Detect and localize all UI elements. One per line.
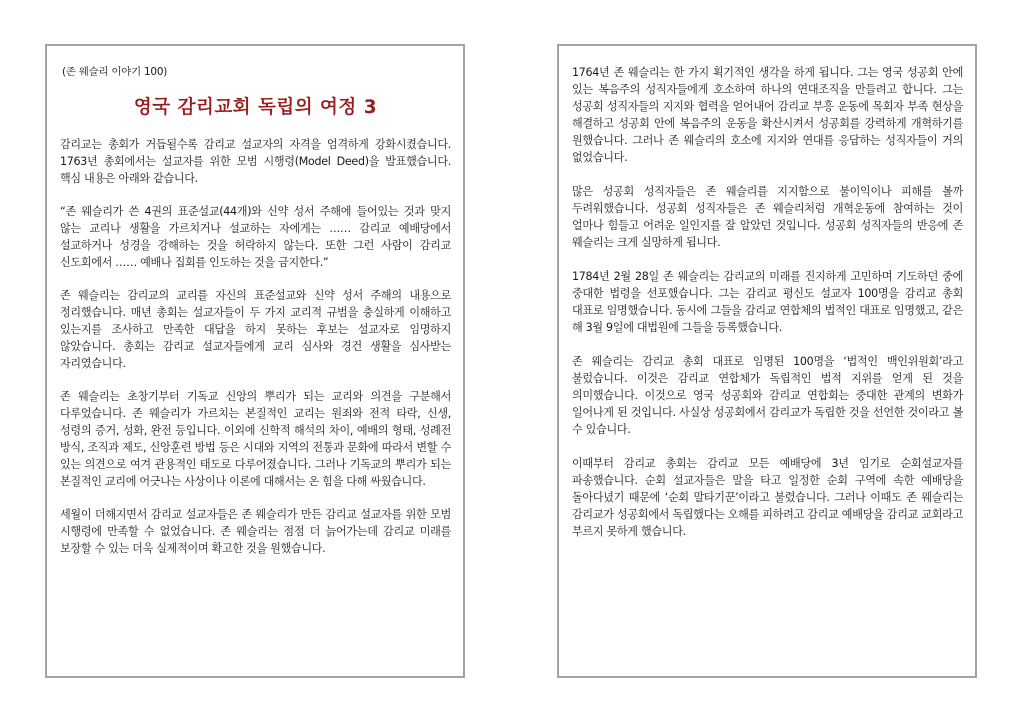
paragraph: 감리교는 총회가 거듭될수록 감리교 설교자의 자격을 엄격하게 강화시켰습니다. 1763년 총회에서는 설교자를 위한 모범 시행령(Model Deed)을 발표했습니다. 핵심 내용은 아래와 같습니다.	[60, 138, 451, 185]
paragraph: 1784년 2월 28일 존 웨슬리는 감리교의 미래를 진지하게 고민하며 기도하던 중에 중대한 법령을 선포했습니다. 그는 감리교 평신도 설교자 100명을 감리교 총회 대표로 임명했습니다. 동시에 그들을 감리교 연합체의 법적인 대표로 임명했고, 같은 해 3월 9일에 대법원에 그들을 등록했습니다.	[572, 270, 963, 334]
paragraph: 1764년 존 웨슬리는 한 가지 획기적인 생각을 하게 됩니다. 그는 영국 성공회 안에 있는 복음주의 성직자들에게 호소하여 하나의 연대조직을 만들려고 합니다. 그는 성공회 성직자들의 지지와 협력을 얻어내어 감리교 부흥 운동에 목회자 부족 현상을 해결하고 성공회 안에 복음주의 운동을 확산시켜서 성공회를 강력하게 개혁하기를 원했습니다. 그러나 존 웨슬리의 호소에 지지와 연대를 응답하는 성직자들이 거의 없었습니다.	[572, 66, 963, 164]
paragraph: 존 웨슬리는 감리교의 교리를 자신의 표준설교와 신약 성서 주해의 내용으로 정리했습니다. 매년 총회는 설교자들이 두 가지 교리적 규범을 충실하게 이해하고 있는지를 조사하고 만족한 대답을 하지 못하는 후보는 설교자로 임명하지 않았습니다. 총회는 감리교 설교자들에게 교리 심사와 경건 생활을 심사받는 자리였습니다.	[60, 289, 451, 370]
left-page	[45, 44, 465, 678]
page-title: 영국 감리교회 독립의 여정 3	[133, 97, 378, 118]
paragraph: 이때부터 감리교 총회는 감리교 모든 예배당에 3년 임기로 순회설교자를 파송했습니다. 순회 설교자들은 말을 타고 일정한 순회 구역에 속한 예배당을 돌아다녔기 때문에 ‘순회 말타기꾼’이라고 불렸습니다. 그러나 이때도 존 웨슬리는 감리교가 성공회에서 독립했다는 오해를 피하려고 감리교 예배당을 감리교 교회라고 부르지 못하게 했습니다.	[572, 457, 963, 538]
series-tag: (존 웨슬리 이야기 100)	[62, 66, 168, 78]
paragraph: 존 웨슬리는 초창기부터 기독교 신앙의 뿌리가 되는 교리와 의견을 구분해서 다루었습니다. 존 웨슬리가 가르치는 본질적인 교리는 원죄와 전적 타락, 신생, 성령의 증거, 성화, 완전 등입니다. 이외에 신학적 해석의 차이, 예배의 형태, 성례전 방식, 조직과 제도, 신앙훈련 방법 등은 시대와 지역의 전통과 문화에 따라서 변할 수 있는 의견으로 여겨 관용적인 태도로 다루어졌습니다. 그러나 기독교의 뿌리가 되는 본질적인 교리에 어긋나는 사상이나 이론에 대해서는 온 힘을 다해 싸웠습니다.	[60, 390, 451, 488]
paragraph: 많은 성공회 성직자들은 존 웨슬리를 지지함으로 불이익이나 피해를 볼까 두려워했습니다. 성공회 성직자들은 존 웨슬리처럼 개혁운동에 참여하는 것이 얼마나 힘들고 어려운 일인지를 잘 알았던 것입니다. 성공회 성직자들의 반응에 존 웨슬리는 크게 실망하게 됩니다.	[572, 184, 963, 249]
paragraph: 존 웨슬리는 감리교 총회 대표로 임명된 100명을 ‘법적인 백인위원회’라고 불렀습니다. 이것은 감리교 연합체가 독립적인 법적 지위를 얻게 된 것을 의미했습니다. 이것으로 영국 성공회와 감리교 연합회는 중대한 관계의 변화가 일어나게 된 것입니다. 사실상 성공회에서 감리교가 독립한 것을 선언한 것이라고 볼 수 있습니다.	[572, 355, 963, 436]
quote-paragraph: “존 웨슬리가 쓴 4권의 표준설교(44개)와 신약 성서 주해에 들어있는 것과 맞지 않는 교리나 생활을 가르치거나 설교하는 자에게는 …… 감리교 예배당에서 설교하거나 성경을 강해하는 것을 허락하지 않는다. 또한 그런 사람이 감리교 신도회에서 …… 예배나 집회를 인도하는 것을 금지한다.”	[60, 205, 451, 269]
right-page	[557, 44, 977, 678]
paragraph: 세월이 더해지면서 감리교 설교자들은 존 웨슬리가 만든 감리교 설교자를 위한 모범 시행령에 만족할 수 없었습니다. 존 웨슬리는 점점 더 늙어가는데 감리교 미래를 보장할 수 있는 더욱 실제적이며 확고한 것을 원했습니다.	[60, 508, 451, 556]
